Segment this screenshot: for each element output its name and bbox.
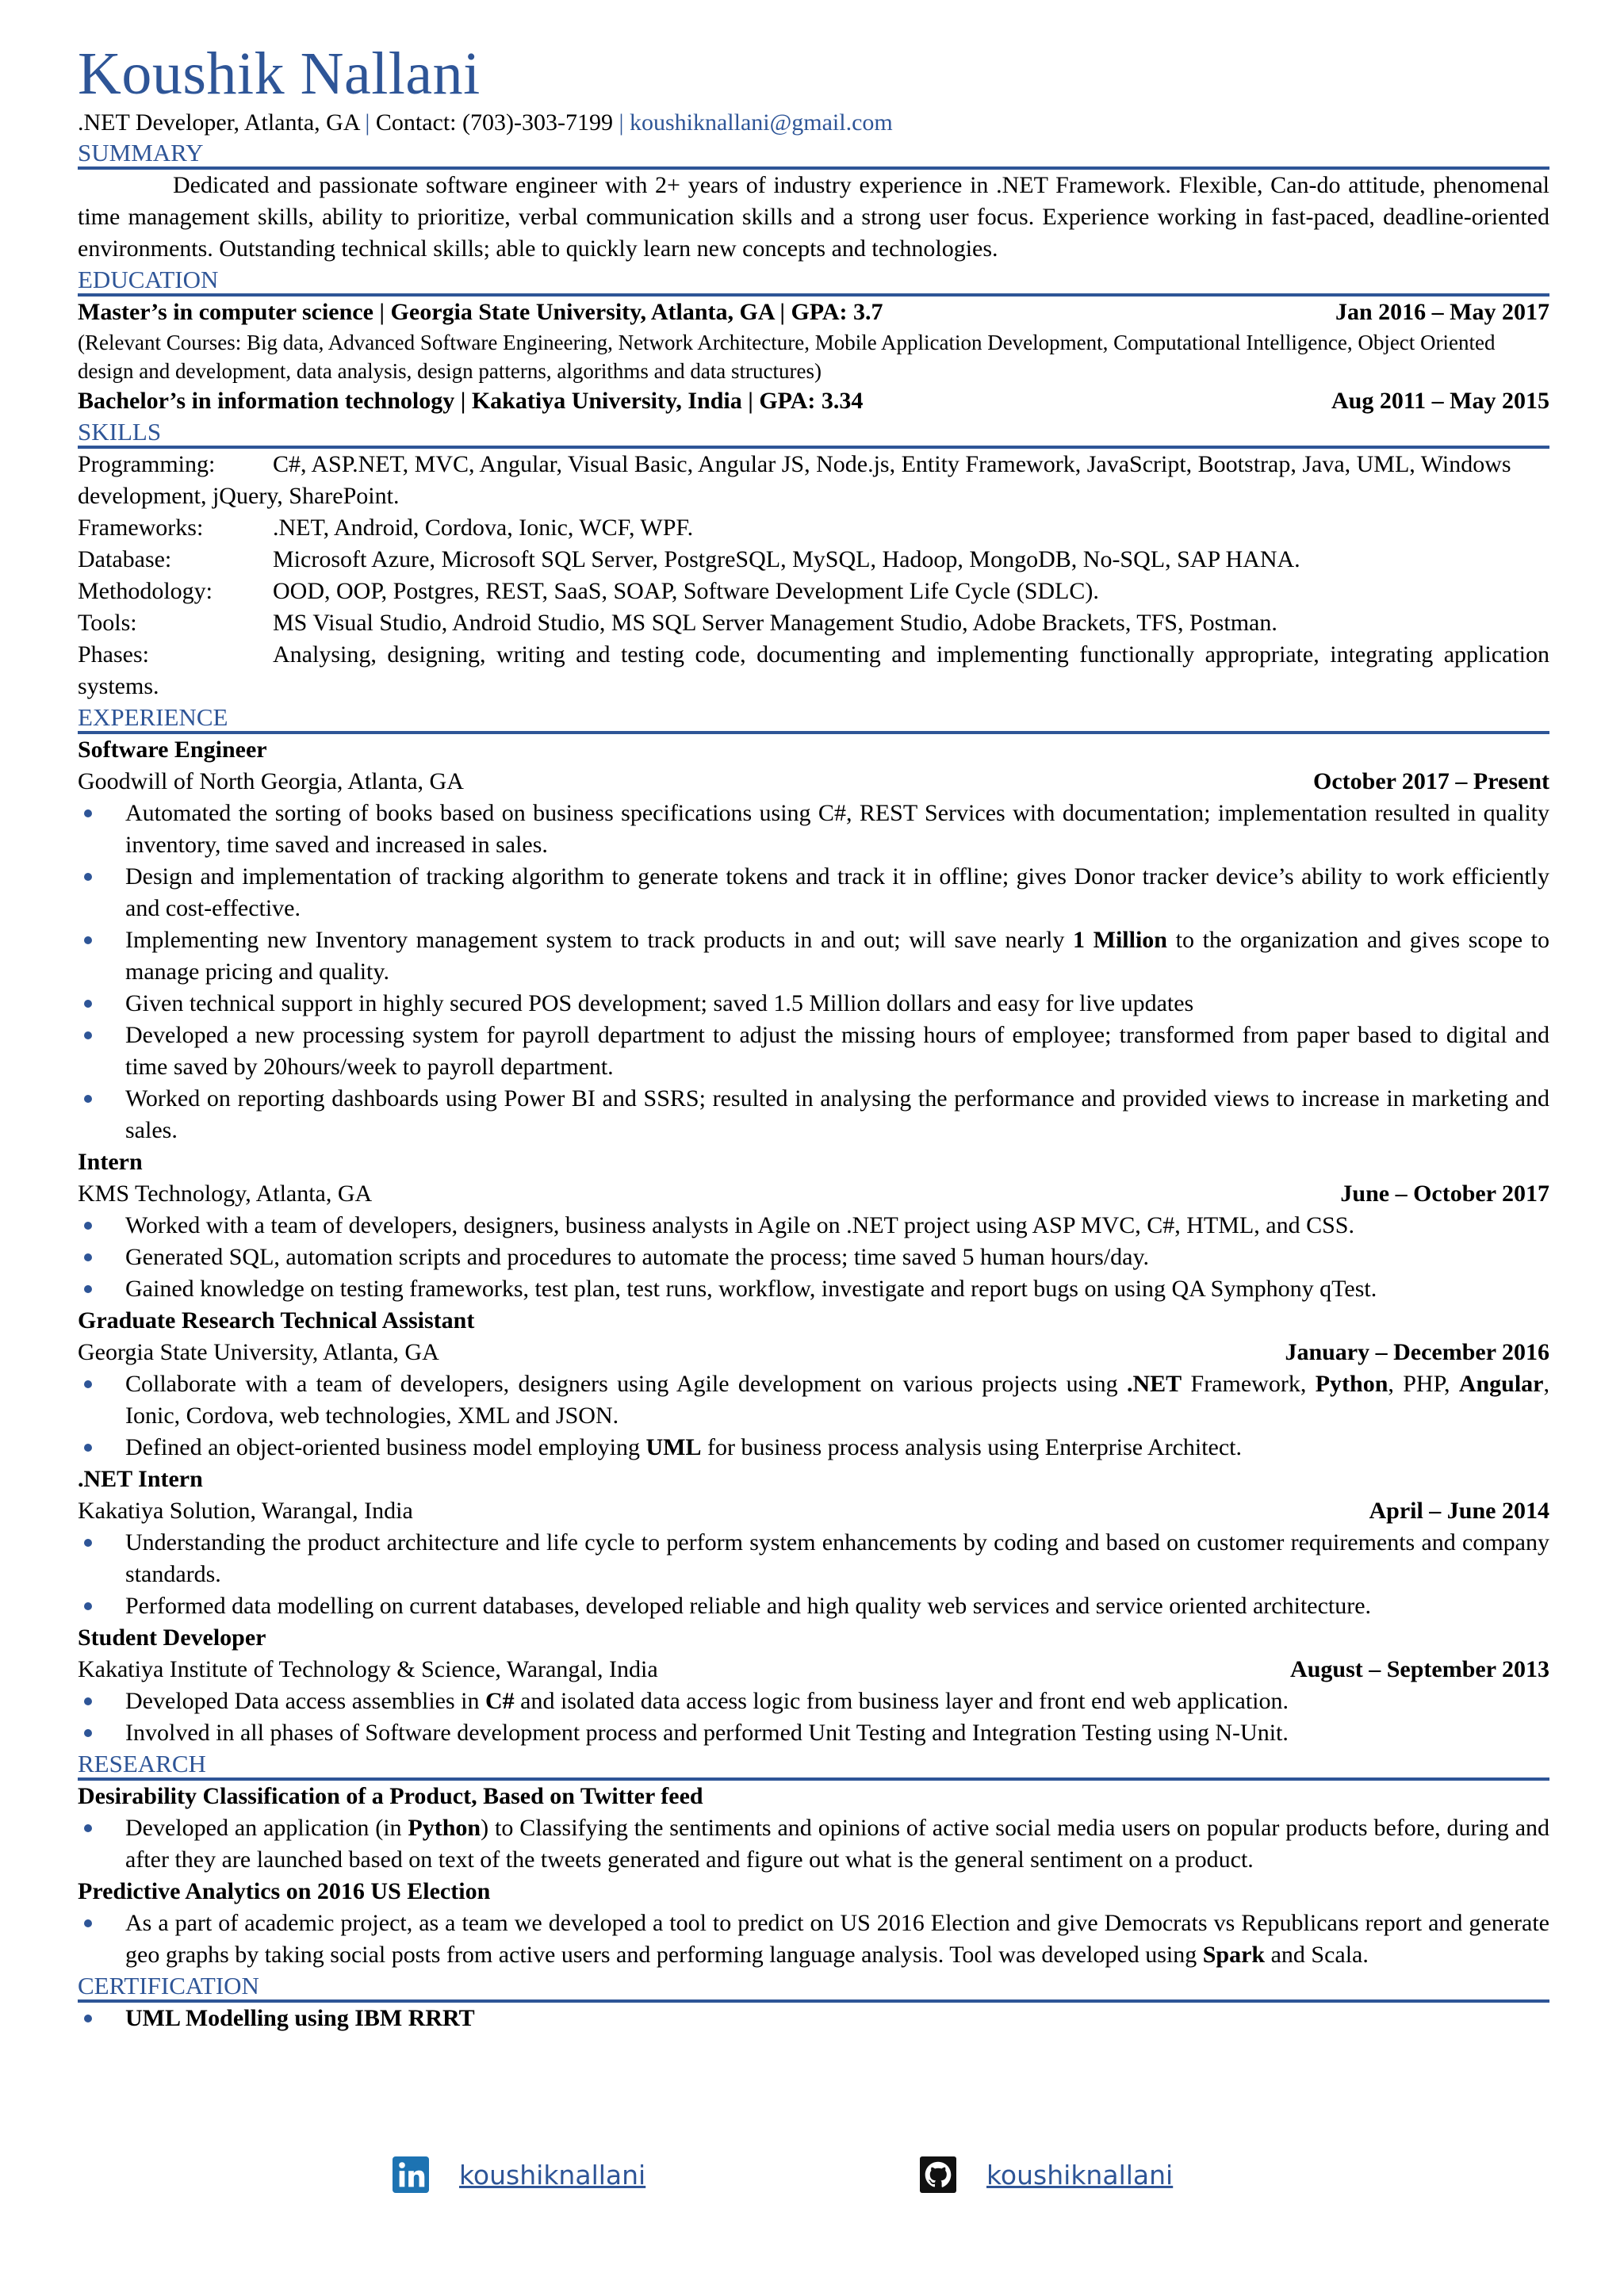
job-title: Intern — [78, 1149, 143, 1175]
job-bullets — [78, 1210, 1549, 1305]
bold-text: C# — [485, 1688, 515, 1714]
skill-row-methodology — [78, 576, 1549, 607]
skill-value: MS Visual Studio, Android Studio, MS SQL Server Management Studio, Adobe Brackets, TFS, Postman. — [273, 610, 1277, 636]
job-meta — [78, 1337, 1549, 1368]
skill-row-frameworks — [78, 512, 1549, 544]
skill-row-database — [78, 544, 1549, 576]
text: As a part of academic project, as a team we developed a tool to predict on US 2016 Election and give Democrats vs Republicans report and generate geo graphs by taking social posts from active users and performing language analysis. Tool was developed using — [125, 1910, 1549, 1968]
section-heading-research: RESEARCH — [78, 1749, 1549, 1781]
research-bullets — [78, 1812, 1549, 1876]
list-item: Given technical support in highly secured POS development; saved 1.5 Million dollars and easy for live updates — [78, 988, 1549, 1020]
linkedin-handle[interactable]: koushiknallani — [459, 2159, 646, 2191]
skill-row-phases — [78, 639, 1549, 702]
list-item: Worked with a team of developers, designers, business analysts in Agile on .NET project using ASP MVC, C#, HTML, and CSS. — [78, 1210, 1549, 1242]
education-entry — [78, 297, 1549, 328]
degree-dates: Jan 2016 – May 2017 — [1335, 299, 1549, 325]
job-title: Software Engineer — [78, 737, 267, 763]
list-item — [78, 1686, 1549, 1717]
bold-text: Python — [408, 1815, 481, 1841]
degree-title: Master’s in computer science | Georgia State University, Atlanta, GA | GPA: 3.7 — [78, 299, 883, 325]
job-dates: June – October 2017 — [1340, 1181, 1549, 1207]
job-meta — [78, 1178, 1549, 1210]
list-item — [78, 1908, 1549, 1971]
list-item: Design and implementation of tracking algorithm to generate tokens and track it in offline; gives Donor tracker device’s ability to work efficiently and cost-effective. — [78, 861, 1549, 924]
contact-line — [78, 108, 1549, 138]
separator: | — [365, 109, 370, 136]
education-entry — [78, 385, 1549, 417]
text: Defined an object-oriented business model employing — [125, 1434, 646, 1460]
text: to the organization and gives scope to manage pricing and quality. — [125, 927, 1549, 985]
skill-row-programming — [78, 449, 1549, 512]
list-item — [78, 924, 1549, 988]
skill-row-tools — [78, 607, 1549, 639]
degree-title: Bachelor’s in information technology | Kakatiya University, India | GPA: 3.34 — [78, 388, 864, 414]
text: , Ionic, Cordova, web technologies, XML and JSON. — [125, 1371, 1549, 1429]
job-bullets — [78, 1368, 1549, 1464]
text: for business process analysis using Enterprise Architect. — [701, 1434, 1243, 1460]
text: Framework, — [1182, 1371, 1316, 1397]
list-item — [78, 1812, 1549, 1876]
job-meta — [78, 1654, 1549, 1686]
bold-text: 1 Million — [1073, 927, 1167, 953]
research-title: Predictive Analytics on 2016 US Election — [78, 1878, 491, 1904]
skill-value: C#, ASP.NET, MVC, Angular, Visual Basic, Angular JS, Node.js, Entity Framework, JavaScript, Bootstrap, Java, UML, Windows development, jQuery, SharePoint. — [78, 451, 1511, 509]
text: Collaborate with a team of developers, designers using Agile development on various projects using — [125, 1371, 1127, 1397]
skill-label: Phases: — [78, 641, 149, 668]
job-title: Student Developer — [78, 1624, 266, 1651]
skill-label: Database: — [78, 546, 172, 572]
text: and Scala. — [1265, 1942, 1369, 1968]
job-dates: January – December 2016 — [1285, 1339, 1549, 1365]
list-item: Worked on reporting dashboards using Power BI and SSRS; resulted in analysing the performance and provided views to increase in marketing and sales. — [78, 1083, 1549, 1146]
bold-text: UML — [645, 1434, 702, 1460]
linkedin-icon — [393, 2156, 429, 2193]
github-link[interactable] — [920, 2156, 1173, 2193]
company: Georgia State University, Atlanta, GA — [78, 1339, 439, 1365]
role-location: .NET Developer, Atlanta, GA — [78, 109, 359, 136]
skill-label: Frameworks: — [78, 515, 204, 541]
job-meta — [78, 766, 1549, 798]
job-bullets — [78, 1527, 1549, 1622]
research-title: Desirability Classification of a Product, Based on Twitter feed — [78, 1783, 703, 1809]
text: and isolated data access logic from business layer and front end web application. — [514, 1688, 1289, 1714]
list-item: Developed a new processing system for payroll department to adjust the missing hours of employee; transformed from paper based to digital and time saved by 20hours/week to payroll department. — [78, 1020, 1549, 1083]
github-handle[interactable]: koushiknallani — [986, 2159, 1174, 2191]
bold-text: Angular — [1458, 1371, 1544, 1397]
linkedin-link[interactable] — [393, 2156, 645, 2193]
list-item: Understanding the product architecture and life cycle to perform system enhancements by coding and based on customer requirements and company standards. — [78, 1527, 1549, 1590]
company: Goodwill of North Georgia, Atlanta, GA — [78, 768, 464, 794]
section-heading-experience: EXPERIENCE — [78, 702, 1549, 734]
bold-text: .NET — [1126, 1371, 1182, 1397]
summary-text: Dedicated and passionate software engineer with 2+ years of industry experience in .NET Framework. Flexible, Can-do attitude, phenomenal time management skills, ability to prioritize, verbal communication skills and a strong user focus. Experience working in fast-paced, deadline-oriented environments. Outstanding technical skills; able to quickly learn new concepts and technologies. — [78, 172, 1549, 262]
research-bullets — [78, 1908, 1549, 1971]
skill-value: Microsoft Azure, Microsoft SQL Server, PostgreSQL, MySQL, Hadoop, MongoDB, No-SQL, SAP HANA. — [273, 546, 1300, 572]
social-links — [0, 2156, 1624, 2204]
section-heading-summary: SUMMARY — [78, 138, 1549, 170]
job-title: .NET Intern — [78, 1466, 203, 1492]
degree-dates: Aug 2011 – May 2015 — [1331, 388, 1549, 414]
job-dates: August – September 2013 — [1290, 1656, 1549, 1682]
list-item: UML Modelling using IBM RRRT — [78, 2003, 1549, 2034]
list-item — [78, 1432, 1549, 1464]
text: Developed an application (in — [125, 1815, 408, 1841]
job-meta — [78, 1495, 1549, 1527]
list-item: Gained knowledge on testing frameworks, test plan, test runs, workflow, investigate and report bugs on using QA Symphony qTest. — [78, 1273, 1549, 1305]
text: Implementing new Inventory management system to track products in and out; will save nearly — [125, 927, 1074, 953]
skill-label: Programming: — [78, 451, 216, 477]
github-icon — [920, 2156, 956, 2193]
bold-text: Spark — [1202, 1942, 1266, 1968]
text: , PHP, — [1388, 1371, 1459, 1397]
skill-value: OOD, OOP, Postgres, REST, SaaS, SOAP, Software Development Life Cycle (SDLC). — [273, 578, 1099, 604]
bold-text: Python — [1315, 1371, 1388, 1397]
certification-list — [78, 2003, 1549, 2034]
text: ) to Classifying the sentiments and opinions of active social media users on popular products before, during and after they are launched based on text of the tweets generated and figure out what is the general sentiment on a product. — [125, 1815, 1550, 1873]
text: Developed Data access assemblies in — [125, 1688, 485, 1714]
company: Kakatiya Solution, Warangal, India — [78, 1498, 413, 1524]
skill-label: Methodology: — [78, 578, 213, 604]
company: Kakatiya Institute of Technology & Science, Warangal, India — [78, 1656, 658, 1682]
job-bullets — [78, 1686, 1549, 1749]
company: KMS Technology, Atlanta, GA — [78, 1181, 373, 1207]
resume — [78, 41, 1549, 2034]
section-heading-education: EDUCATION — [78, 265, 1549, 297]
section-heading-skills: SKILLS — [78, 417, 1549, 449]
list-item: Involved in all phases of Software development process and performed Unit Testing and Integration Testing using N-Unit. — [78, 1717, 1549, 1749]
job-bullets — [78, 798, 1549, 1146]
skill-value: .NET, Android, Cordova, Ionic, WCF, WPF. — [273, 515, 694, 541]
section-heading-certification: CERTIFICATION — [78, 1971, 1549, 2003]
job-dates: April – June 2014 — [1369, 1498, 1549, 1524]
skill-value: Analysing, designing, writing and testing code, documenting and implementing functionally appropriate, integrating application systems. — [78, 641, 1549, 699]
list-item: Automated the sorting of books based on business specifications using C#, REST Services with documentation; implementation resulted in quality inventory, time saved and increased in sales. — [78, 798, 1549, 861]
list-item — [78, 1368, 1549, 1432]
job-title: Graduate Research Technical Assistant — [78, 1307, 475, 1334]
separator: | — [619, 109, 624, 136]
relevant-courses: (Relevant Courses: Big data, Advanced Software Engineering, Network Architecture, Mobile Application Development, Computational Intelligence, Object Oriented design and development, data analysis, design patterns, algorithms and data structures) — [78, 331, 1496, 383]
list-item: Performed data modelling on current databases, developed reliable and high quality web services and service oriented architecture. — [78, 1590, 1549, 1622]
email-link[interactable]: koushiknallani@gmail.com — [629, 109, 893, 136]
job-dates: October 2017 – Present — [1313, 768, 1549, 794]
skill-label: Tools: — [78, 610, 137, 636]
phone-contact: Contact: (703)-303-7199 — [375, 109, 613, 136]
candidate-name: Koushik Nallani — [78, 40, 481, 107]
list-item: Generated SQL, automation scripts and procedures to automate the process; time saved 5 human hours/day. — [78, 1242, 1549, 1273]
